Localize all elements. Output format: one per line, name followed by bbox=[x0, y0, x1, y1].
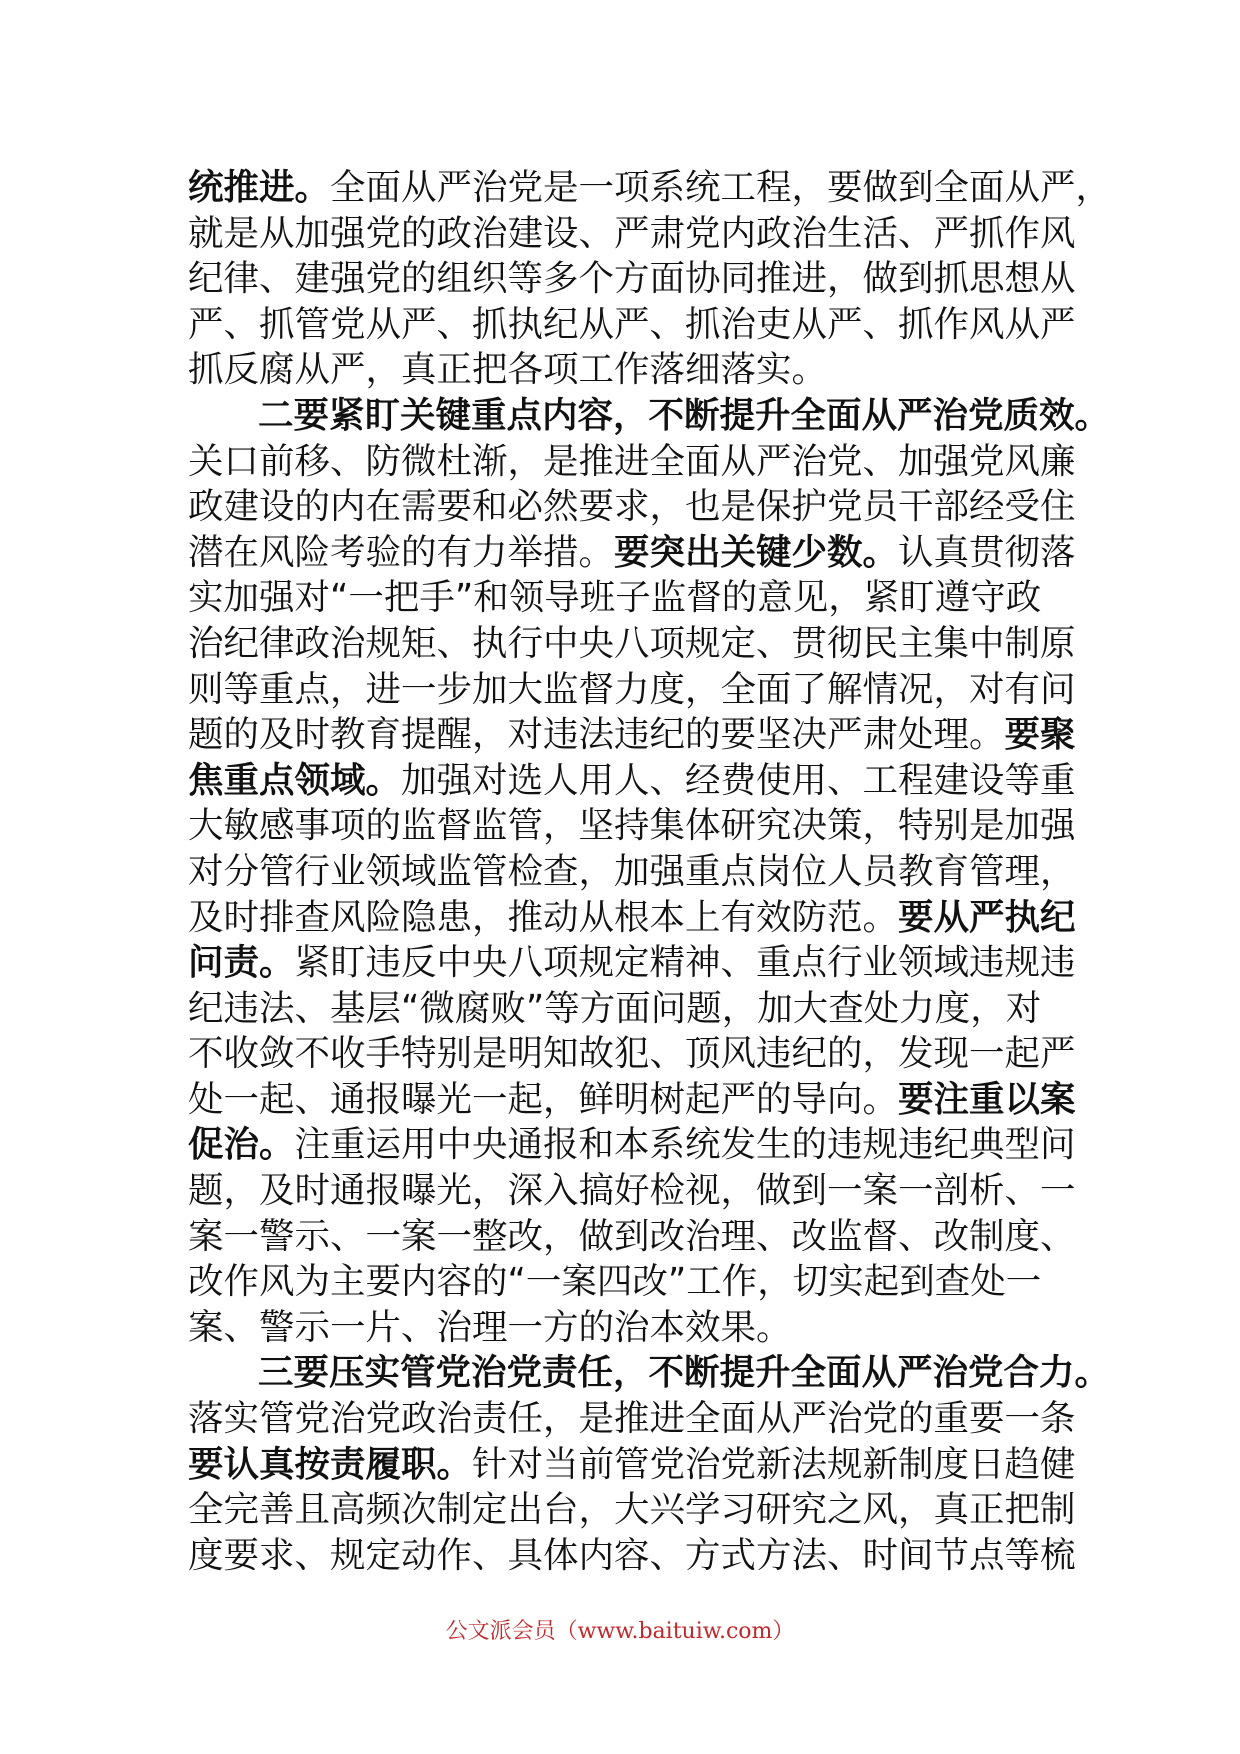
body-text: 针对当前管党治党新法规新制度日趋健 bbox=[472, 1443, 1076, 1485]
text-line bbox=[188, 1077, 1076, 1123]
body-text: 治纪律政治规矩、执行中央八项规定、贯彻民主集中制原 bbox=[188, 622, 1076, 664]
text-line bbox=[188, 1168, 1076, 1214]
body-text: 题，及时通报曝光，深入搞好检视，做到一案一剖析、一 bbox=[188, 1170, 1076, 1212]
bold-text: 要认真按责履职。 bbox=[188, 1443, 473, 1485]
text-line bbox=[188, 439, 1076, 485]
text-line bbox=[188, 1396, 1076, 1442]
text-line bbox=[188, 1442, 1076, 1488]
body-text: 加强对选人用人、经费使用、工程建设等重 bbox=[401, 759, 1076, 801]
body-text: 度要求、规定动作、具体内容、方式方法、时间节点等梳 bbox=[188, 1534, 1076, 1576]
text-line bbox=[188, 256, 1076, 302]
text-line bbox=[188, 1259, 1068, 1305]
text-line bbox=[188, 986, 1068, 1032]
bold-text: 要从严执纪 bbox=[898, 896, 1076, 938]
body-text: 认真贯彻落 bbox=[898, 531, 1076, 573]
text-line bbox=[188, 849, 1076, 895]
text-line bbox=[188, 1305, 1068, 1351]
footer-text: 公文派会员（www.baituiw.com） bbox=[445, 1619, 795, 1644]
text-line bbox=[188, 803, 1076, 849]
body-text: 潜在风险考验的有力举措。 bbox=[188, 531, 615, 573]
text-line bbox=[188, 302, 1076, 348]
body-text: 及时排查风险隐患，推动从根本上有效防范。 bbox=[188, 896, 899, 938]
bold-text: 要突出关键少数。 bbox=[614, 531, 899, 573]
text-line bbox=[188, 1350, 1111, 1396]
body-text: 全完善且高频次制定出台，大兴学习研究之风，真正把制 bbox=[188, 1489, 1076, 1531]
text-line bbox=[188, 1122, 1076, 1168]
body-text: 严、抓管党从严、抓执纪从严、抓治吏从严、抓作风从严 bbox=[188, 303, 1076, 345]
bold-text: 问责。 bbox=[188, 942, 295, 984]
body-text: 改作风为主要内容的“一案四改”工作，切实起到查处一 bbox=[188, 1261, 1042, 1303]
body-text: 纪律、建强党的组织等多个方面协同推进，做到抓思想从 bbox=[188, 258, 1076, 300]
bold-text: 促治。 bbox=[188, 1124, 295, 1166]
bold-text: 要聚 bbox=[1004, 714, 1076, 756]
text-line bbox=[188, 712, 1076, 758]
body-text: 注重运用中央通报和本系统发生的违规违纪典型问 bbox=[294, 1124, 1076, 1166]
body-text: 案一警示、一案一整改，做到改治理、改监督、改制度、 bbox=[188, 1215, 1076, 1257]
text-line bbox=[188, 895, 1076, 941]
body-text: 全面从严治党是一项系统工程，要做到全面从严， bbox=[330, 167, 1112, 208]
body-text: 实加强对“一把手”和领导班子监督的意见，紧盯遵守政 bbox=[188, 577, 1042, 619]
body-text: 对分管行业领域监管检查，加强重点岗位人员教育管理， bbox=[188, 850, 1076, 892]
body-text: 题的及时教育提醒，对违法违纪的要坚决严肃处理。 bbox=[188, 714, 1005, 756]
text-line bbox=[188, 347, 1068, 393]
bold-text: 要注重以案 bbox=[898, 1078, 1076, 1120]
body-text: 抓反腐从严，真正把各项工作落细落实。 bbox=[188, 349, 828, 391]
text-line bbox=[188, 758, 1076, 804]
body-text: 落实管党治党政治责任，是推进全面从严治党的重要一条 bbox=[188, 1398, 1076, 1440]
body-text: 纪违法、基层“微腐败”等方面问题，加大查处力度，对 bbox=[188, 987, 1042, 1029]
body-text: 案、警示一片、治理一方的治本效果。 bbox=[188, 1306, 792, 1348]
body-text: 大敏感事项的监督监管，坚持集体研究决策，特别是加强 bbox=[188, 805, 1076, 847]
text-line bbox=[188, 1487, 1076, 1533]
text-line bbox=[188, 667, 1076, 713]
body-text: 政建设的内在需要和必然要求，也是保护党员干部经受住 bbox=[188, 486, 1076, 528]
bold-text: 统推进。 bbox=[188, 167, 331, 208]
body-text: 处一起、通报曝光一起，鲜明树起严的导向。 bbox=[188, 1078, 899, 1120]
text-line bbox=[188, 211, 1076, 257]
body-text: 紧盯违反中央八项规定精神、重点行业领域违规违 bbox=[294, 942, 1076, 984]
bold-text: 三要压实管党治党责任，不断提升全面从严治党合力。 bbox=[258, 1352, 1111, 1394]
footer-watermark bbox=[0, 1614, 1240, 1645]
document-body bbox=[188, 165, 1112, 1578]
body-text: 关口前移、防微杜渐，是推进全面从严治党、加强党风廉 bbox=[188, 440, 1076, 482]
text-line bbox=[188, 484, 1076, 530]
text-line bbox=[188, 530, 1076, 576]
text-line bbox=[188, 940, 1076, 986]
text-line bbox=[188, 1031, 1076, 1077]
body-text: 不收敛不收手特别是明知故犯、顶风违纪的，发现一起严 bbox=[188, 1033, 1076, 1075]
text-line bbox=[188, 575, 1068, 621]
body-text: 则等重点，进一步加大监督力度，全面了解情况，对有问 bbox=[188, 668, 1076, 710]
text-line bbox=[188, 393, 1111, 439]
text-line bbox=[188, 165, 1112, 211]
bold-text: 二要紧盯关键重点内容，不断提升全面从严治党质效。 bbox=[258, 394, 1111, 436]
bold-text: 焦重点领域。 bbox=[188, 759, 402, 801]
body-text: 就是从加强党的政治建设、严肃党内政治生活、严抓作风 bbox=[188, 212, 1076, 254]
text-line bbox=[188, 621, 1076, 667]
text-line bbox=[188, 1533, 1076, 1579]
text-line bbox=[188, 1214, 1076, 1260]
